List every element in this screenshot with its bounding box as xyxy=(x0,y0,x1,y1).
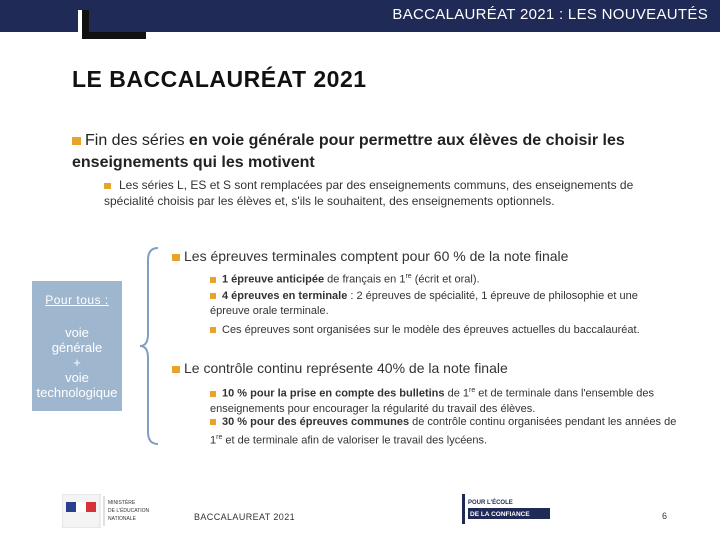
item-text: (écrit et oral). xyxy=(411,273,480,286)
bullet-icon xyxy=(172,366,180,373)
header-bar xyxy=(0,0,720,32)
ministry-line: MINISTÈRE xyxy=(108,500,136,506)
page-title: LE BACCALAURÉAT 2021 xyxy=(72,66,367,92)
audience-line: + xyxy=(73,355,81,370)
item-sup: re xyxy=(468,387,476,394)
item-bold: 10 % pour la prise en compte des bulletins xyxy=(222,387,445,400)
audience-line: voie xyxy=(65,370,89,385)
item-text: et de terminale afin de valoriser le travail des lycéens. xyxy=(222,434,488,447)
logo-mark xyxy=(78,10,146,38)
intro-bold: en voie générale pour permettre aux élèves de choisir les enseignements qui les motivent xyxy=(72,132,625,171)
bullet-icon xyxy=(104,183,111,189)
footer-reference: BACCALAUREAT 2021 xyxy=(194,512,296,522)
brace-icon xyxy=(138,246,160,446)
bullet-icon xyxy=(210,419,216,425)
header-title: BACCALAURÉAT 2021 : LES NOUVEAUTÉS xyxy=(392,6,708,23)
list-item xyxy=(210,323,680,338)
list-item xyxy=(210,415,680,449)
item-bold: 30 % pour des épreuves communes xyxy=(222,416,410,428)
item-bold: 1 épreuve anticipée xyxy=(222,273,325,286)
bullet-icon xyxy=(210,327,216,333)
badge-line: POUR L'ÉCOLE xyxy=(468,500,513,506)
bullet-icon xyxy=(172,254,180,261)
section-heading: Le contrôle continu représente 40% de la note finale xyxy=(184,360,508,376)
list-item xyxy=(210,269,680,288)
item-text: de 1 xyxy=(444,387,469,400)
item-sup: re xyxy=(216,434,223,441)
item-bold: 4 épreuves en terminale xyxy=(222,290,348,302)
intro-bullet xyxy=(72,130,672,174)
list-item xyxy=(210,289,680,319)
section-final-exams xyxy=(172,248,568,264)
audience-title: Pour tous : xyxy=(45,293,109,307)
audience-line: générale xyxy=(51,340,103,355)
bullet-icon xyxy=(210,277,216,283)
bullet-icon xyxy=(210,391,216,397)
sub-intro-bullet xyxy=(104,177,664,209)
ministry-line: DE L'ÉDUCATION xyxy=(108,508,150,514)
intro-normal: Fin des séries xyxy=(85,132,185,149)
audience-box xyxy=(32,281,122,411)
bullet-icon xyxy=(210,293,216,299)
section-heading: Les épreuves terminales comptent pour 60 % de la note finale xyxy=(184,248,569,264)
item-text: de français en 1 xyxy=(324,273,406,286)
ministry-line: NATIONALE xyxy=(108,516,136,522)
badge-line: DE LA CONFIANCE xyxy=(470,511,530,518)
item-text: de contrôle continu organisées pendant les années de 1 xyxy=(210,416,677,447)
ecole-confiance-logo xyxy=(462,494,552,524)
bullet-icon xyxy=(72,137,81,145)
item-sup: re xyxy=(405,273,412,280)
item-text: : 2 épreuves de spécialité, 1 épreuve de philosophie et une épreuve orale terminale. xyxy=(210,290,638,317)
ministry-logo xyxy=(62,494,162,528)
audience-line: technologique xyxy=(36,385,118,400)
page-number: 6 xyxy=(662,511,668,521)
item-text: et de terminale dans l'ensemble des enseignements pour encourager la régularité du travail des élèves. xyxy=(210,387,655,415)
audience-body xyxy=(32,325,122,400)
sub-intro-text: Les séries L, ES et S sont remplacées par des enseignements communs, des enseignements de spécialité choisis par les élèves et, s'ils le souhaitent, des enseignements optionnels. xyxy=(104,178,634,208)
audience-line: voie xyxy=(65,325,89,340)
item-text: Ces épreuves sont organisées sur le modèle des épreuves actuelles du baccalauréat. xyxy=(222,324,640,336)
section-continuous-assessment xyxy=(172,360,508,376)
list-item xyxy=(210,383,680,417)
